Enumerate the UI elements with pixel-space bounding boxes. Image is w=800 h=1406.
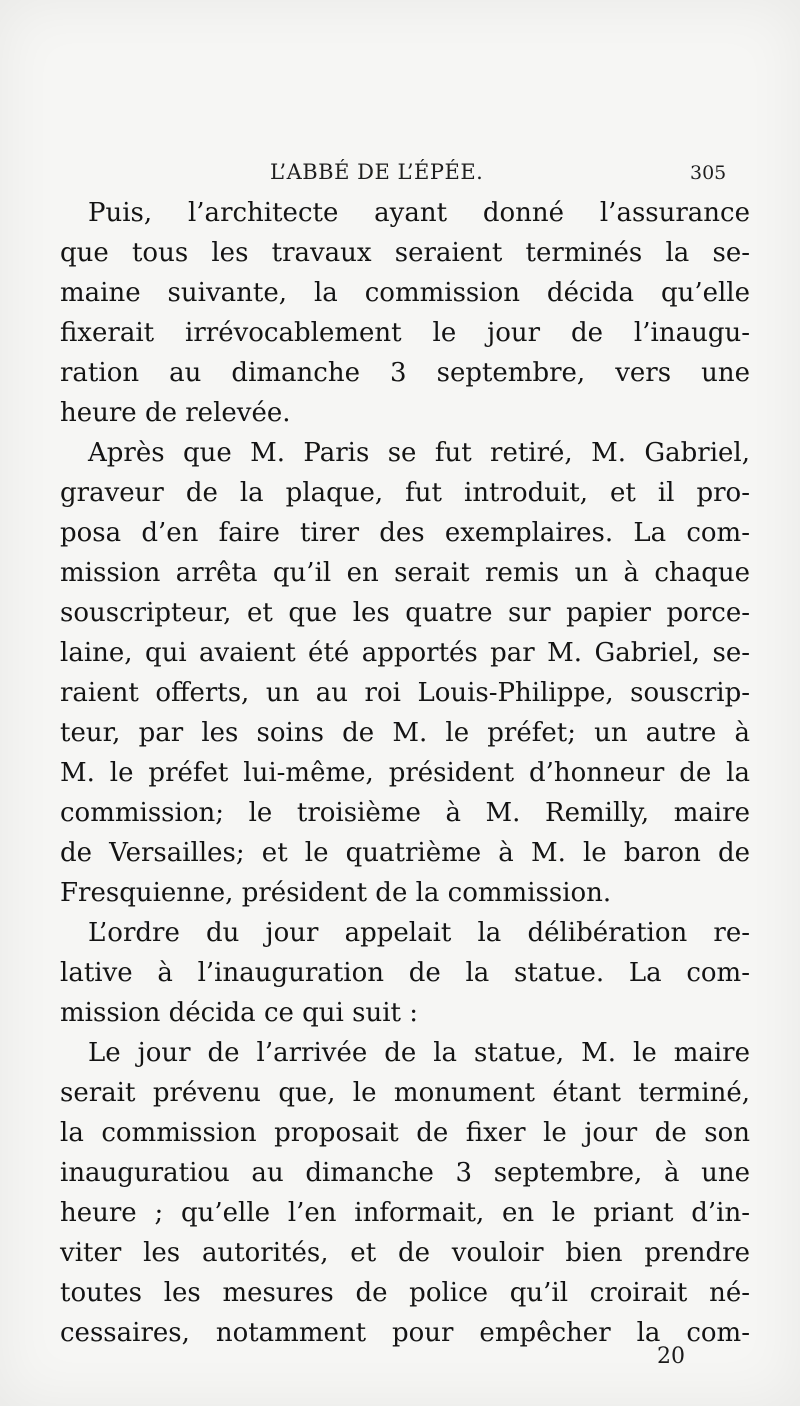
text-line: posa d’en faire tirer des exemplaires. La com- bbox=[60, 518, 750, 548]
text-line: de Versailles; et le quatrième à M. le baron de bbox=[60, 838, 750, 868]
running-title: L’ABBÉ DE L’ÉPÉE. bbox=[270, 160, 484, 184]
text-line: laine, qui avaient été apportés par M. Gabriel, se- bbox=[60, 638, 750, 668]
text-line: Fresquienne, président de la commission. bbox=[60, 878, 612, 908]
text-line: heure de relevée. bbox=[60, 398, 291, 428]
text-line: ration au dimanche 3 septembre, vers une bbox=[60, 358, 750, 388]
text-line: M. le préfet lui-même, président d’honneur de la bbox=[60, 758, 750, 788]
text-line: L’ordre du jour appelait la délibération re- bbox=[88, 918, 750, 948]
text-line: mission arrêta qu’il en serait remis un à chaque bbox=[60, 558, 750, 588]
page-number: 305 bbox=[690, 162, 727, 184]
text-line: heure ; qu’elle l’en informait, en le priant d’in- bbox=[60, 1198, 750, 1228]
text-line: raient offerts, un au roi Louis-Philippe, souscrip- bbox=[60, 678, 750, 708]
text-line: que tous les travaux seraient terminés la se- bbox=[60, 238, 750, 268]
text-line: commission; le troisième à M. Remilly, maire bbox=[60, 798, 750, 828]
text-line: serait prévenu que, le monument étant terminé, bbox=[60, 1078, 750, 1108]
text-line: la commission proposait de fixer le jour de son bbox=[60, 1118, 750, 1148]
text-line: cessaires, notamment pour empêcher la com- bbox=[60, 1318, 750, 1348]
text-line: teur, par les soins de M. le préfet; un autre à bbox=[60, 718, 750, 748]
text-line: lative à l’inauguration de la statue. La com- bbox=[60, 958, 750, 988]
running-head bbox=[0, 160, 800, 190]
text-line: Le jour de l’arrivée de la statue, M. le maire bbox=[88, 1038, 750, 1068]
text-line: inauguratiou au dimanche 3 septembre, à une bbox=[60, 1158, 750, 1188]
text-line: graveur de la plaque, fut introduit, et il pro- bbox=[60, 478, 750, 508]
signature-mark: 20 bbox=[657, 1344, 685, 1369]
text-line: toutes les mesures de police qu’il croirait né- bbox=[60, 1278, 750, 1308]
text-line: maine suivante, la commission décida qu’elle bbox=[60, 278, 750, 308]
text-line: Puis, l’architecte ayant donné l’assurance bbox=[88, 198, 750, 228]
text-line: mission décida ce qui suit : bbox=[60, 998, 419, 1028]
text-line: Après que M. Paris se fut retiré, M. Gabriel, bbox=[88, 438, 750, 468]
text-line: souscripteur, et que les quatre sur papier porce- bbox=[60, 598, 750, 628]
text-line: fixerait irrévocablement le jour de l’inaugu- bbox=[60, 318, 750, 348]
text-line: viter les autorités, et de vouloir bien prendre bbox=[60, 1238, 750, 1268]
